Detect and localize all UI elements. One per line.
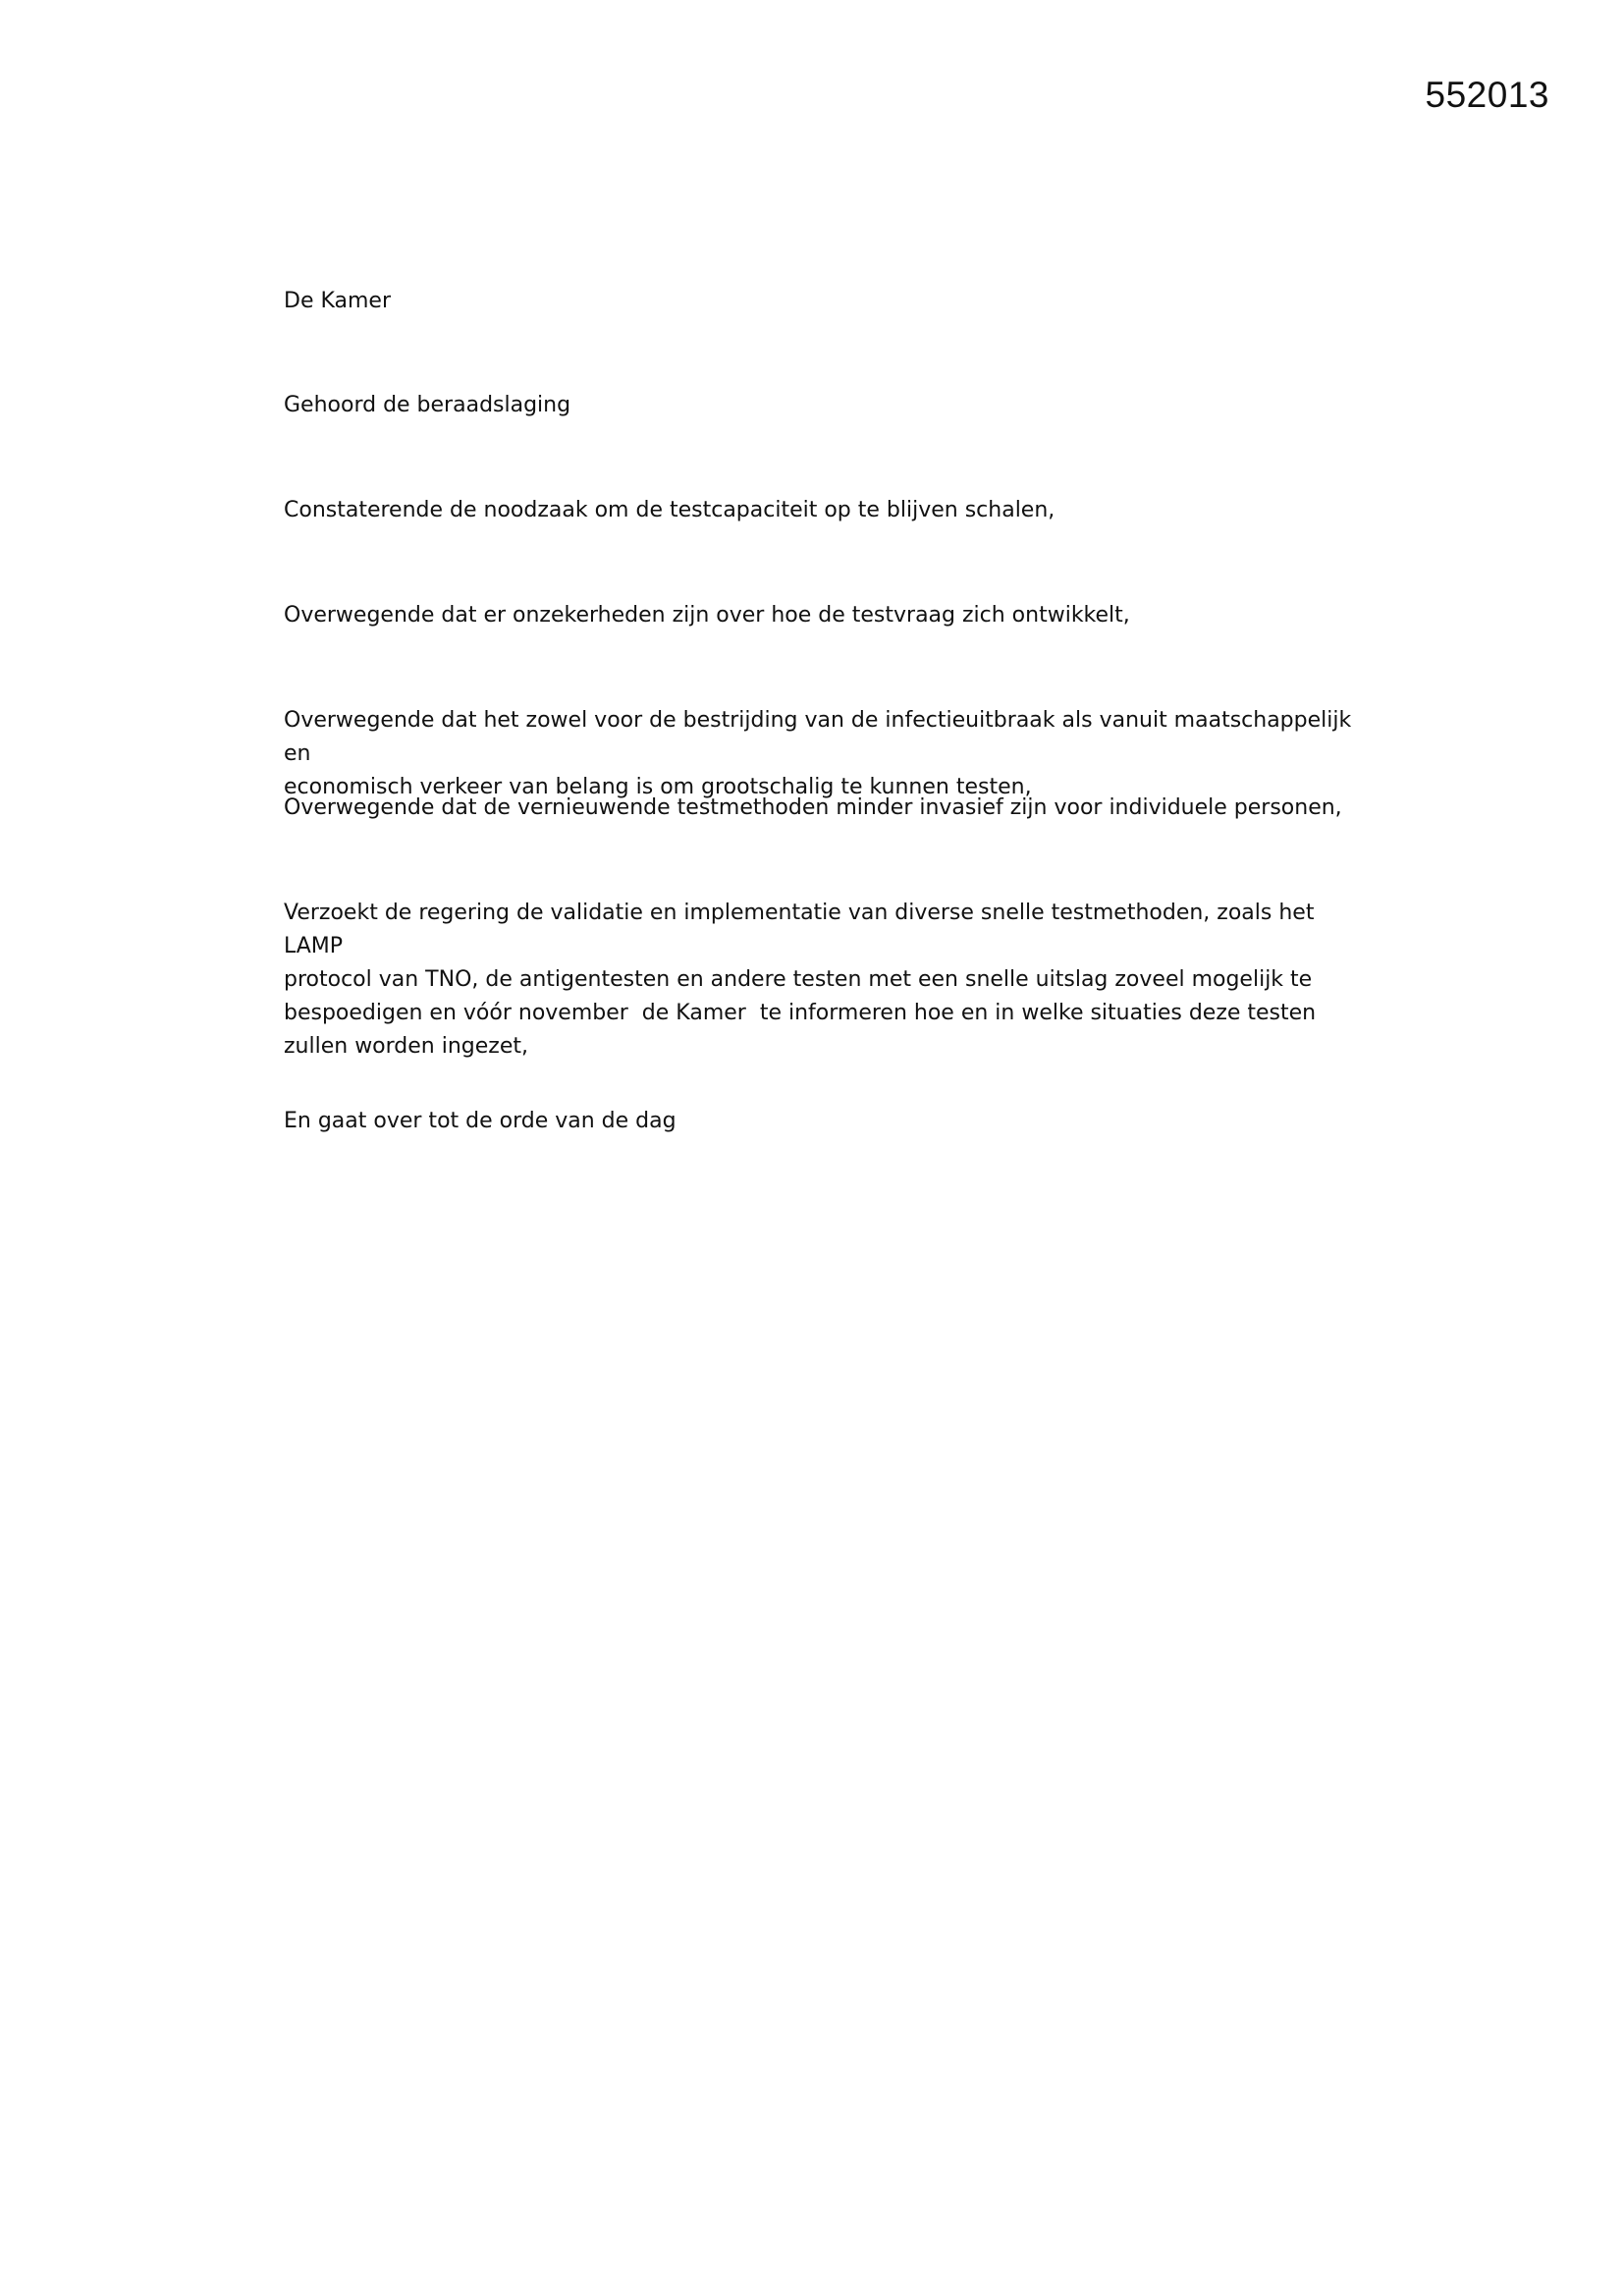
constatering-paragraph: Constaterende de noodzaak om de testcapaciteit op te blijven schalen, — [284, 498, 1056, 522]
overweging-2-line-1: Overwegende dat het zowel voor de bestrijding van de infectieuitbraak als vanuit maatschappelijk en — [284, 708, 1352, 766]
heard-paragraph: Gehoord de beraadslaging — [284, 393, 571, 417]
overweging-paragraph-2 — [284, 704, 1374, 804]
overweging-2-line-2: economisch verkeer van belang is om grootschalig te kunnen testen, — [284, 775, 1032, 799]
verzoek-paragraph — [284, 897, 1374, 1064]
addressee-paragraph: De Kamer — [284, 289, 392, 313]
overweging-paragraph-3: Overwegende dat de vernieuwende testmethoden minder invasief zijn voor individuele personen, — [284, 795, 1342, 820]
closing-paragraph: En gaat over tot de orde van de dag — [284, 1109, 677, 1133]
verzoek-line-1: Verzoekt de regering de validatie en implementatie van diverse snelle testmethoden, zoals het LAMP — [284, 901, 1315, 958]
verzoek-line-2: protocol van TNO, de antigentesten en andere testen met een snelle uitslag zoveel mogelijk te — [284, 967, 1313, 992]
overweging-paragraph-1: Overwegende dat er onzekerheden zijn over hoe de testvraag zich ontwikkelt, — [284, 603, 1130, 628]
document-number: 552013 — [1425, 75, 1549, 115]
verzoek-line-3: bespoedigen en vóór november de Kamer te informeren hoe en in welke situaties deze testen — [284, 1001, 1317, 1025]
verzoek-line-4: zullen worden ingezet, — [284, 1034, 528, 1059]
